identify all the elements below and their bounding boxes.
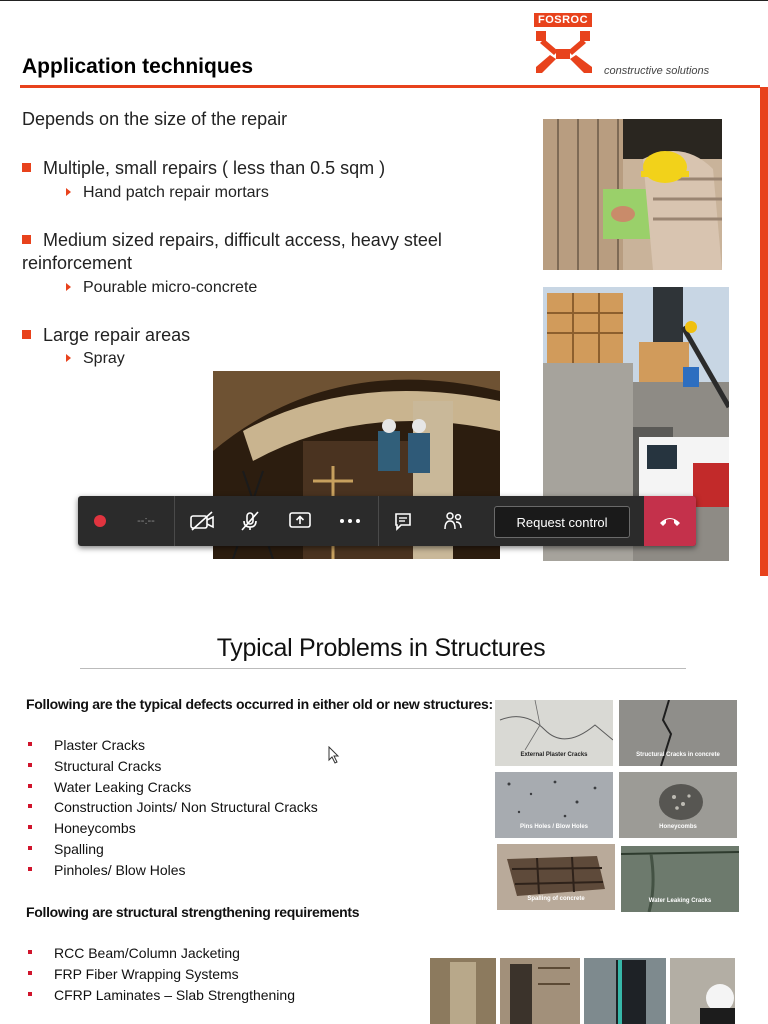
- fosroc-logo: [534, 13, 594, 77]
- sub-bullet-arrow-icon: [66, 283, 71, 291]
- record-button[interactable]: [86, 496, 114, 546]
- bullet-square-icon: [22, 330, 31, 339]
- bullet-square-icon: [28, 846, 32, 850]
- list-item: Construction Joints/ Non Structural Cracks: [28, 799, 318, 815]
- toolbar-divider: [174, 496, 175, 546]
- defect-photo-spalling: [497, 844, 615, 910]
- bullet-square-icon: [28, 784, 32, 788]
- hang-up-button[interactable]: [644, 496, 696, 546]
- more-options-button[interactable]: [330, 496, 370, 546]
- bullet-square-icon: [28, 992, 32, 996]
- list-item: CFRP Laminates – Slab Strengthening: [28, 987, 295, 1003]
- logo-tagline: constructive solutions: [604, 65, 710, 77]
- defect-photo-plaster-cracks: [495, 700, 613, 766]
- list-item: Pinholes/ Blow Holes: [28, 862, 186, 878]
- sub-bullet-item: Pourable micro-concrete: [66, 279, 257, 297]
- bullet-square-icon: [28, 867, 32, 871]
- camera-off-icon: [189, 511, 215, 531]
- list-item: Honeycombs: [28, 820, 136, 836]
- slide-title: Application techniques: [22, 55, 254, 78]
- defect-photo-honeycombs: [619, 772, 737, 838]
- defects-heading: Following are the typical defects occurred in either old or new structures:: [26, 696, 493, 712]
- strengthening-photos: [430, 958, 735, 1024]
- title-divider: [80, 668, 686, 669]
- record-icon: [92, 513, 108, 529]
- share-screen-button[interactable]: [280, 496, 320, 546]
- defect-photo-pin-holes: [495, 772, 613, 838]
- participants-icon: [442, 510, 464, 532]
- sub-bullet-item: Spray: [66, 350, 125, 368]
- thumb-label: Water Leaking Cracks: [648, 898, 712, 904]
- logo-mark-icon: [534, 29, 594, 77]
- bullet-item: Multiple, small repairs ( less than 0.5 sqm ): [22, 157, 385, 179]
- thumb-label: Honeycombs: [659, 824, 697, 830]
- list-item: RCC Beam/Column Jacketing: [28, 945, 240, 961]
- meeting-toolbar: [78, 496, 696, 546]
- mic-off-icon: [239, 510, 261, 532]
- defect-photo-structural-cracks: [619, 700, 737, 766]
- call-timer: --:--: [137, 515, 155, 527]
- slide-title: Typical Problems in Structures: [216, 634, 546, 662]
- list-item: Spalling: [28, 841, 104, 857]
- thumb-label: Spalling of concrete: [527, 896, 585, 902]
- intro-text: Depends on the size of the repair: [22, 109, 288, 129]
- toolbar-divider: [378, 496, 379, 546]
- strengthening-heading: Following are structural strengthening requirements: [26, 904, 360, 920]
- bullet-square-icon: [28, 825, 32, 829]
- bullet-square-icon: [28, 763, 32, 767]
- slide-edge-bar: [760, 87, 768, 576]
- bullet-square-icon: [28, 971, 32, 975]
- mic-toggle-button[interactable]: [230, 496, 270, 546]
- sub-bullet-arrow-icon: [66, 354, 71, 362]
- camera-toggle-button[interactable]: [182, 496, 222, 546]
- bullet-square-icon: [28, 950, 32, 954]
- list-item: FRP Fiber Wrapping Systems: [28, 966, 239, 982]
- chat-button[interactable]: [383, 496, 423, 546]
- list-item: Plaster Cracks: [28, 737, 145, 753]
- list-item: Structural Cracks: [28, 758, 161, 774]
- logo-wordmark: FOSROC: [534, 13, 592, 27]
- hang-up-icon: [659, 515, 681, 527]
- slide-gap: [0, 576, 768, 608]
- bullet-square-icon: [28, 742, 32, 746]
- thumb-label: Structural Cracks in concrete: [636, 752, 720, 758]
- more-icon: [339, 518, 361, 524]
- bullet-square-icon: [28, 804, 32, 808]
- bullet-square-icon: [22, 235, 31, 244]
- thumb-label: External Plaster Cracks: [520, 752, 588, 758]
- sub-bullet-arrow-icon: [66, 188, 71, 196]
- bullet-item: Large repair areas: [22, 324, 190, 346]
- mouse-pointer-icon: [328, 746, 340, 764]
- request-control-button[interactable]: Request control: [494, 506, 630, 538]
- slide-2: [0, 608, 768, 1024]
- thumb-label: Pins Holes / Blow Holes: [519, 824, 588, 830]
- share-screen-icon: [288, 511, 312, 531]
- participants-button[interactable]: [433, 496, 473, 546]
- defect-photo-water-leaking: [621, 846, 739, 912]
- bullet-item-continuation: reinforcement: [22, 253, 133, 273]
- hand-patch-photo: [543, 119, 722, 270]
- title-divider: [20, 85, 760, 88]
- bullet-item: Medium sized repairs, difficult access, heavy steel: [22, 229, 442, 251]
- bullet-square-icon: [22, 163, 31, 172]
- chat-icon: [393, 511, 413, 531]
- sub-bullet-item: Hand patch repair mortars: [66, 184, 269, 202]
- list-item: Water Leaking Cracks: [28, 779, 191, 795]
